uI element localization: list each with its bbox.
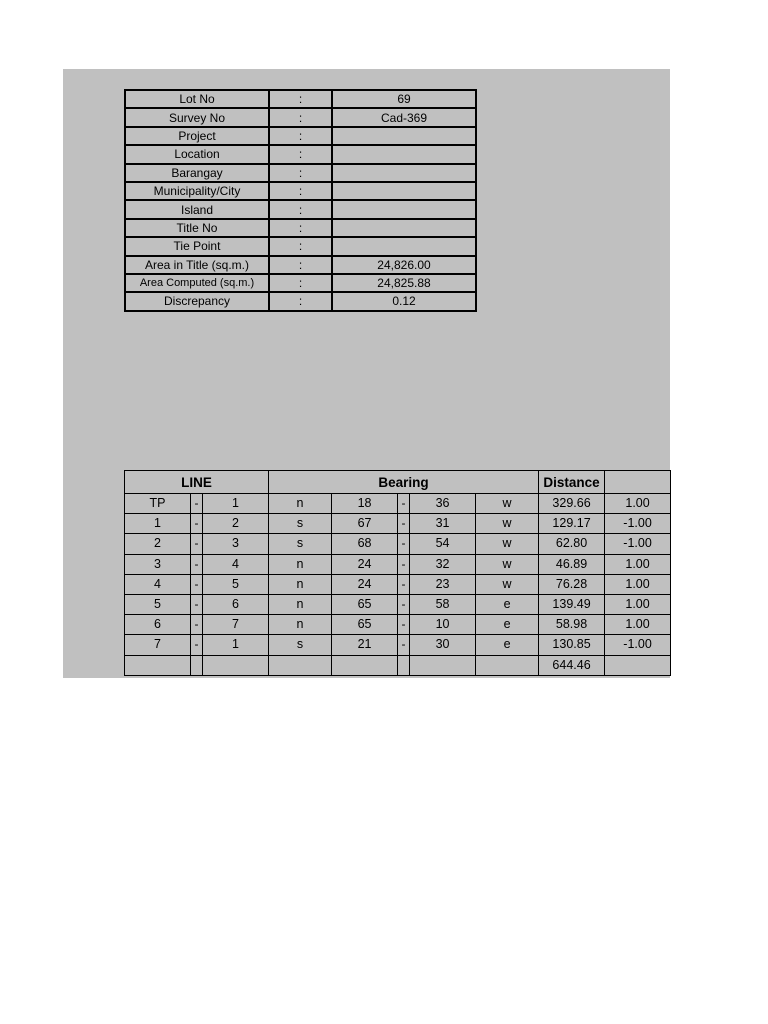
bearing-minutes[interactable]: 31 (410, 514, 476, 534)
traverse-table (124, 470, 671, 676)
line-to[interactable]: 1 (203, 635, 269, 655)
bearing-ns[interactable]: n (269, 494, 332, 514)
info-row-survey-no (125, 108, 476, 126)
bearing-degrees[interactable]: 68 (332, 534, 398, 554)
line-to[interactable]: 1 (203, 494, 269, 514)
empty-cell[interactable] (410, 655, 476, 675)
bearing-dash[interactable]: - (398, 514, 410, 534)
info-value[interactable] (332, 145, 476, 163)
table-row (125, 554, 671, 574)
empty-cell[interactable] (476, 655, 539, 675)
total-distance[interactable]: 644.46 (539, 655, 605, 675)
info-label[interactable]: Tie Point (125, 237, 269, 255)
header-distance[interactable]: Distance (539, 471, 605, 494)
info-separator[interactable]: : (269, 145, 332, 163)
bearing-ns[interactable]: n (269, 594, 332, 614)
info-value[interactable] (332, 127, 476, 145)
distance-value[interactable]: 130.85 (539, 635, 605, 655)
table-row (125, 635, 671, 655)
info-separator[interactable]: : (269, 219, 332, 237)
line-dash[interactable]: - (191, 514, 203, 534)
info-value[interactable] (332, 200, 476, 218)
line-to[interactable]: 4 (203, 554, 269, 574)
bearing-ew[interactable]: w (476, 534, 539, 554)
bearing-ew[interactable]: e (476, 615, 539, 635)
table-row (125, 574, 671, 594)
info-label[interactable]: Project (125, 127, 269, 145)
empty-cell[interactable] (398, 655, 410, 675)
bearing-dash[interactable]: - (398, 635, 410, 655)
bearing-ns[interactable]: n (269, 574, 332, 594)
line-dash[interactable]: - (191, 554, 203, 574)
info-label[interactable]: Area Computed (sq.m.) (125, 274, 269, 292)
line-dash[interactable]: - (191, 534, 203, 554)
line-from[interactable]: 1 (125, 514, 191, 534)
empty-cell[interactable] (269, 655, 332, 675)
header-empty[interactable] (605, 471, 671, 494)
distance-value[interactable]: 58.98 (539, 615, 605, 635)
bearing-degrees[interactable]: 24 (332, 574, 398, 594)
bearing-degrees[interactable]: 24 (332, 554, 398, 574)
info-separator[interactable]: : (269, 274, 332, 292)
lot-info-table (124, 89, 477, 312)
bearing-ew[interactable]: w (476, 494, 539, 514)
bearing-dash[interactable]: - (398, 615, 410, 635)
info-value[interactable]: 24,826.00 (332, 256, 476, 274)
line-from[interactable]: 2 (125, 534, 191, 554)
info-value[interactable] (332, 164, 476, 182)
info-row-area-in-title (125, 256, 476, 274)
bearing-ns[interactable]: n (269, 615, 332, 635)
factor-value[interactable]: 1.00 (605, 494, 671, 514)
empty-cell[interactable] (125, 655, 191, 675)
bearing-minutes[interactable]: 10 (410, 615, 476, 635)
bearing-ns[interactable]: s (269, 635, 332, 655)
bearing-dash[interactable]: - (398, 594, 410, 614)
line-dash[interactable]: - (191, 615, 203, 635)
traverse-header-row (125, 471, 671, 494)
distance-value[interactable]: 139.49 (539, 594, 605, 614)
info-separator[interactable]: : (269, 127, 332, 145)
info-separator[interactable]: : (269, 200, 332, 218)
bearing-dash[interactable]: - (398, 554, 410, 574)
total-row (125, 655, 671, 675)
factor-value[interactable]: -1.00 (605, 635, 671, 655)
bearing-degrees[interactable]: 65 (332, 615, 398, 635)
bearing-minutes[interactable]: 32 (410, 554, 476, 574)
info-value[interactable]: 69 (332, 90, 476, 108)
info-row-municipality (125, 182, 476, 200)
info-row-area-computed (125, 274, 476, 292)
info-label[interactable]: Discrepancy (125, 292, 269, 310)
empty-cell[interactable] (605, 655, 671, 675)
info-value[interactable] (332, 237, 476, 255)
bearing-degrees[interactable]: 18 (332, 494, 398, 514)
bearing-dash[interactable]: - (398, 574, 410, 594)
bearing-degrees[interactable]: 65 (332, 594, 398, 614)
bearing-ns[interactable]: s (269, 534, 332, 554)
info-value[interactable]: Cad-369 (332, 108, 476, 126)
info-row-title-no (125, 219, 476, 237)
empty-cell[interactable] (191, 655, 203, 675)
bearing-ns[interactable]: n (269, 554, 332, 574)
empty-cell[interactable] (332, 655, 398, 675)
info-label[interactable]: Title No (125, 219, 269, 237)
header-bearing[interactable]: Bearing (269, 471, 539, 494)
bearing-dash[interactable]: - (398, 534, 410, 554)
line-to[interactable]: 6 (203, 594, 269, 614)
line-to[interactable]: 3 (203, 534, 269, 554)
bearing-dash[interactable]: - (398, 494, 410, 514)
bearing-ew[interactable]: w (476, 554, 539, 574)
distance-value[interactable]: 46.89 (539, 554, 605, 574)
distance-value[interactable]: 329.66 (539, 494, 605, 514)
info-label[interactable]: Barangay (125, 164, 269, 182)
factor-value[interactable]: 1.00 (605, 615, 671, 635)
info-label[interactable]: Area in Title (sq.m.) (125, 256, 269, 274)
bearing-degrees[interactable]: 67 (332, 514, 398, 534)
line-from[interactable]: 6 (125, 615, 191, 635)
info-row-location (125, 145, 476, 163)
bearing-minutes[interactable]: 58 (410, 594, 476, 614)
line-from[interactable]: 4 (125, 574, 191, 594)
bearing-ew[interactable]: w (476, 514, 539, 534)
distance-value[interactable]: 129.17 (539, 514, 605, 534)
table-row (125, 615, 671, 635)
line-from[interactable]: TP (125, 494, 191, 514)
info-row-discrepancy (125, 292, 476, 310)
distance-value[interactable]: 76.28 (539, 574, 605, 594)
line-to[interactable]: 7 (203, 615, 269, 635)
empty-cell[interactable] (203, 655, 269, 675)
distance-value[interactable]: 62.80 (539, 534, 605, 554)
info-separator[interactable]: : (269, 90, 332, 108)
line-from[interactable]: 3 (125, 554, 191, 574)
bearing-ew[interactable]: e (476, 635, 539, 655)
line-dash[interactable]: - (191, 574, 203, 594)
info-label[interactable]: Location (125, 145, 269, 163)
bearing-ew[interactable]: e (476, 594, 539, 614)
info-row-lot-no (125, 90, 476, 108)
info-label[interactable]: Island (125, 200, 269, 218)
line-to[interactable]: 5 (203, 574, 269, 594)
factor-value[interactable]: 1.00 (605, 594, 671, 614)
line-from[interactable]: 7 (125, 635, 191, 655)
bearing-ns[interactable]: s (269, 514, 332, 534)
factor-value[interactable]: -1.00 (605, 534, 671, 554)
factor-value[interactable]: 1.00 (605, 574, 671, 594)
info-separator[interactable]: : (269, 182, 332, 200)
line-to[interactable]: 2 (203, 514, 269, 534)
info-value[interactable] (332, 219, 476, 237)
info-row-island (125, 200, 476, 218)
bearing-minutes[interactable]: 30 (410, 635, 476, 655)
info-separator[interactable]: : (269, 108, 332, 126)
info-value[interactable] (332, 182, 476, 200)
table-row (125, 514, 671, 534)
info-separator[interactable]: : (269, 164, 332, 182)
bearing-minutes[interactable]: 23 (410, 574, 476, 594)
line-dash[interactable]: - (191, 494, 203, 514)
info-row-barangay (125, 164, 476, 182)
line-dash[interactable]: - (191, 635, 203, 655)
bearing-minutes[interactable]: 54 (410, 534, 476, 554)
bearing-minutes[interactable]: 36 (410, 494, 476, 514)
bearing-degrees[interactable]: 21 (332, 635, 398, 655)
info-row-project (125, 127, 476, 145)
info-label[interactable]: Survey No (125, 108, 269, 126)
table-row (125, 494, 671, 514)
info-label[interactable]: Lot No (125, 90, 269, 108)
info-label[interactable]: Municipality/City (125, 182, 269, 200)
info-separator[interactable]: : (269, 237, 332, 255)
info-value[interactable]: 0.12 (332, 292, 476, 310)
factor-value[interactable]: 1.00 (605, 554, 671, 574)
factor-value[interactable]: -1.00 (605, 514, 671, 534)
info-value[interactable]: 24,825.88 (332, 274, 476, 292)
info-separator[interactable]: : (269, 256, 332, 274)
table-row (125, 534, 671, 554)
table-row (125, 594, 671, 614)
header-line[interactable]: LINE (125, 471, 269, 494)
info-separator[interactable]: : (269, 292, 332, 310)
spreadsheet-area (63, 69, 670, 678)
line-from[interactable]: 5 (125, 594, 191, 614)
line-dash[interactable]: - (191, 594, 203, 614)
info-row-tie-point (125, 237, 476, 255)
bearing-ew[interactable]: w (476, 574, 539, 594)
